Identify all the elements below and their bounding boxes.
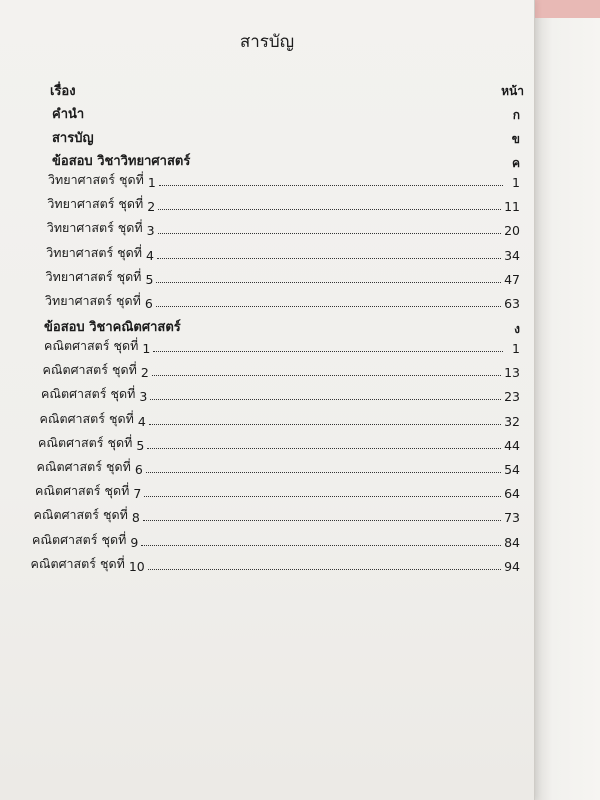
toc-dot-leader xyxy=(156,305,501,307)
toc-dot-leader xyxy=(156,281,501,283)
toc-entry xyxy=(48,172,520,190)
toc-entry xyxy=(32,532,520,550)
toc-entry xyxy=(41,386,520,404)
toc-entry-label: คณิตศาสตร์ ชุดที่ xyxy=(39,410,134,426)
toc-entry-number: 3 xyxy=(146,223,155,239)
toc-entry-page: 13 xyxy=(504,365,520,381)
toc-entry xyxy=(38,435,520,453)
section-heading-science-page: ค xyxy=(511,156,520,170)
toc-entry-label: วิทยาศาสตร์ ชุดที่ xyxy=(46,220,143,236)
toc-entry-page: 44 xyxy=(504,437,520,453)
toc-entry-label: คณิตศาสตร์ ชุดที่ xyxy=(30,555,125,571)
toc-dot-leader xyxy=(143,519,501,521)
toc-entry-page: 64 xyxy=(504,486,520,502)
toc-dot-leader xyxy=(149,423,501,425)
toc-entry-number: 9 xyxy=(130,534,139,550)
toc-entry xyxy=(46,245,520,263)
toc-entry-label: คณิตศาสตร์ ชุดที่ xyxy=(32,531,127,547)
toc-entry-number: 2 xyxy=(147,199,156,215)
toc-entry-label: คณิตศาสตร์ ชุดที่ xyxy=(36,459,131,474)
front-matter-contents-page: ข xyxy=(511,132,520,146)
section-heading-science: ข้อสอบ วิชาวิทยาศาสตร์ xyxy=(52,154,191,169)
toc-entry-label: คณิตศาสตร์ ชุดที่ xyxy=(33,507,128,523)
toc-entry-label: วิทยาศาสตร์ ชุดที่ xyxy=(48,172,144,187)
toc-entry-page: 1 xyxy=(512,341,520,356)
toc-entry-number: 1 xyxy=(147,175,156,190)
front-matter-preface-page: ก xyxy=(512,108,520,122)
toc-entry-number: 4 xyxy=(146,247,154,263)
toc-entry-number: 6 xyxy=(134,462,143,477)
toc-dot-leader xyxy=(158,208,501,210)
toc-dot-leader xyxy=(157,257,501,259)
toc-entry xyxy=(35,483,520,501)
toc-entry-number: 1 xyxy=(142,341,151,356)
toc-dot-leader xyxy=(148,568,501,570)
toc-dot-leader xyxy=(150,398,501,400)
toc-entry-page: 34 xyxy=(504,247,520,263)
toc-dot-leader xyxy=(146,471,501,473)
toc-entry-label: คณิตศาสตร์ ชุดที่ xyxy=(41,386,136,402)
toc-entry-number: 7 xyxy=(133,486,142,502)
toc-entry-number: 3 xyxy=(139,389,148,405)
toc-dot-leader xyxy=(153,350,503,352)
toc-entry-label: คณิตศาสตร์ ชุดที่ xyxy=(38,434,133,450)
toc-dot-leader xyxy=(158,232,501,234)
toc-entry xyxy=(45,293,520,311)
front-matter-preface: คำนำ xyxy=(52,107,85,122)
toc-dot-leader xyxy=(152,374,501,376)
toc-entry-page: 47 xyxy=(504,271,520,287)
subject-column-header: เรื่อง xyxy=(50,84,76,99)
section-heading-math: ข้อสอบ วิชาคณิตศาสตร์ xyxy=(44,320,181,335)
toc-dot-leader xyxy=(147,447,501,449)
toc-entry-page: 73 xyxy=(504,510,520,526)
toc-entry-number: 8 xyxy=(131,510,140,526)
page-column-header: หน้า xyxy=(501,84,524,98)
toc-entry-label: คณิตศาสตร์ ชุดที่ xyxy=(35,483,130,499)
toc-entry-page: 11 xyxy=(504,199,520,215)
toc-entry-page: 94 xyxy=(504,558,520,574)
toc-entry-page: 54 xyxy=(504,462,520,477)
toc-entry-label: วิทยาศาสตร์ ชุดที่ xyxy=(45,293,141,308)
adjacent-page-edge xyxy=(531,18,600,800)
section-heading-math-page: ง xyxy=(514,322,520,336)
toc-entry-page: 32 xyxy=(504,413,520,429)
toc-entry-number: 6 xyxy=(144,296,153,311)
toc-entry-label: วิทยาศาสตร์ ชุดที่ xyxy=(47,196,144,212)
toc-dot-leader xyxy=(144,495,501,497)
toc-entry-label: คณิตศาสตร์ ชุดที่ xyxy=(42,362,137,378)
toc-entry-page: 63 xyxy=(504,296,520,311)
toc-entry-number: 4 xyxy=(137,413,146,429)
toc-entry-page: 84 xyxy=(504,534,520,550)
toc-entry xyxy=(37,459,521,477)
page-title: สารบัญ xyxy=(239,32,295,52)
toc-entry-page: 20 xyxy=(504,223,520,239)
toc-dot-leader xyxy=(159,184,503,186)
toc-entry-page: 23 xyxy=(504,389,520,405)
toc-entry-number: 2 xyxy=(140,365,149,381)
toc-entry-label: คณิตศาสตร์ ชุดที่ xyxy=(44,338,139,353)
front-matter-contents: สารบัญ xyxy=(52,131,94,146)
toc-entry xyxy=(31,556,521,574)
toc-entry-label: วิทยาศาสตร์ ชุดที่ xyxy=(46,244,143,260)
toc-entry-number: 5 xyxy=(145,271,154,287)
toc-dot-leader xyxy=(141,544,501,546)
toc-entry-page: 1 xyxy=(512,175,520,190)
toc-entry xyxy=(46,269,520,287)
toc-entry-label: วิทยาศาสตร์ ชุดที่ xyxy=(45,268,142,284)
toc-entry xyxy=(47,220,520,238)
toc-entry xyxy=(47,196,520,214)
toc-entry-number: 5 xyxy=(136,437,145,453)
toc-entry xyxy=(40,411,521,429)
toc-entry xyxy=(34,507,521,525)
toc-entry xyxy=(43,362,521,380)
toc-entry-number: 10 xyxy=(128,558,145,574)
toc-entry xyxy=(44,338,520,356)
